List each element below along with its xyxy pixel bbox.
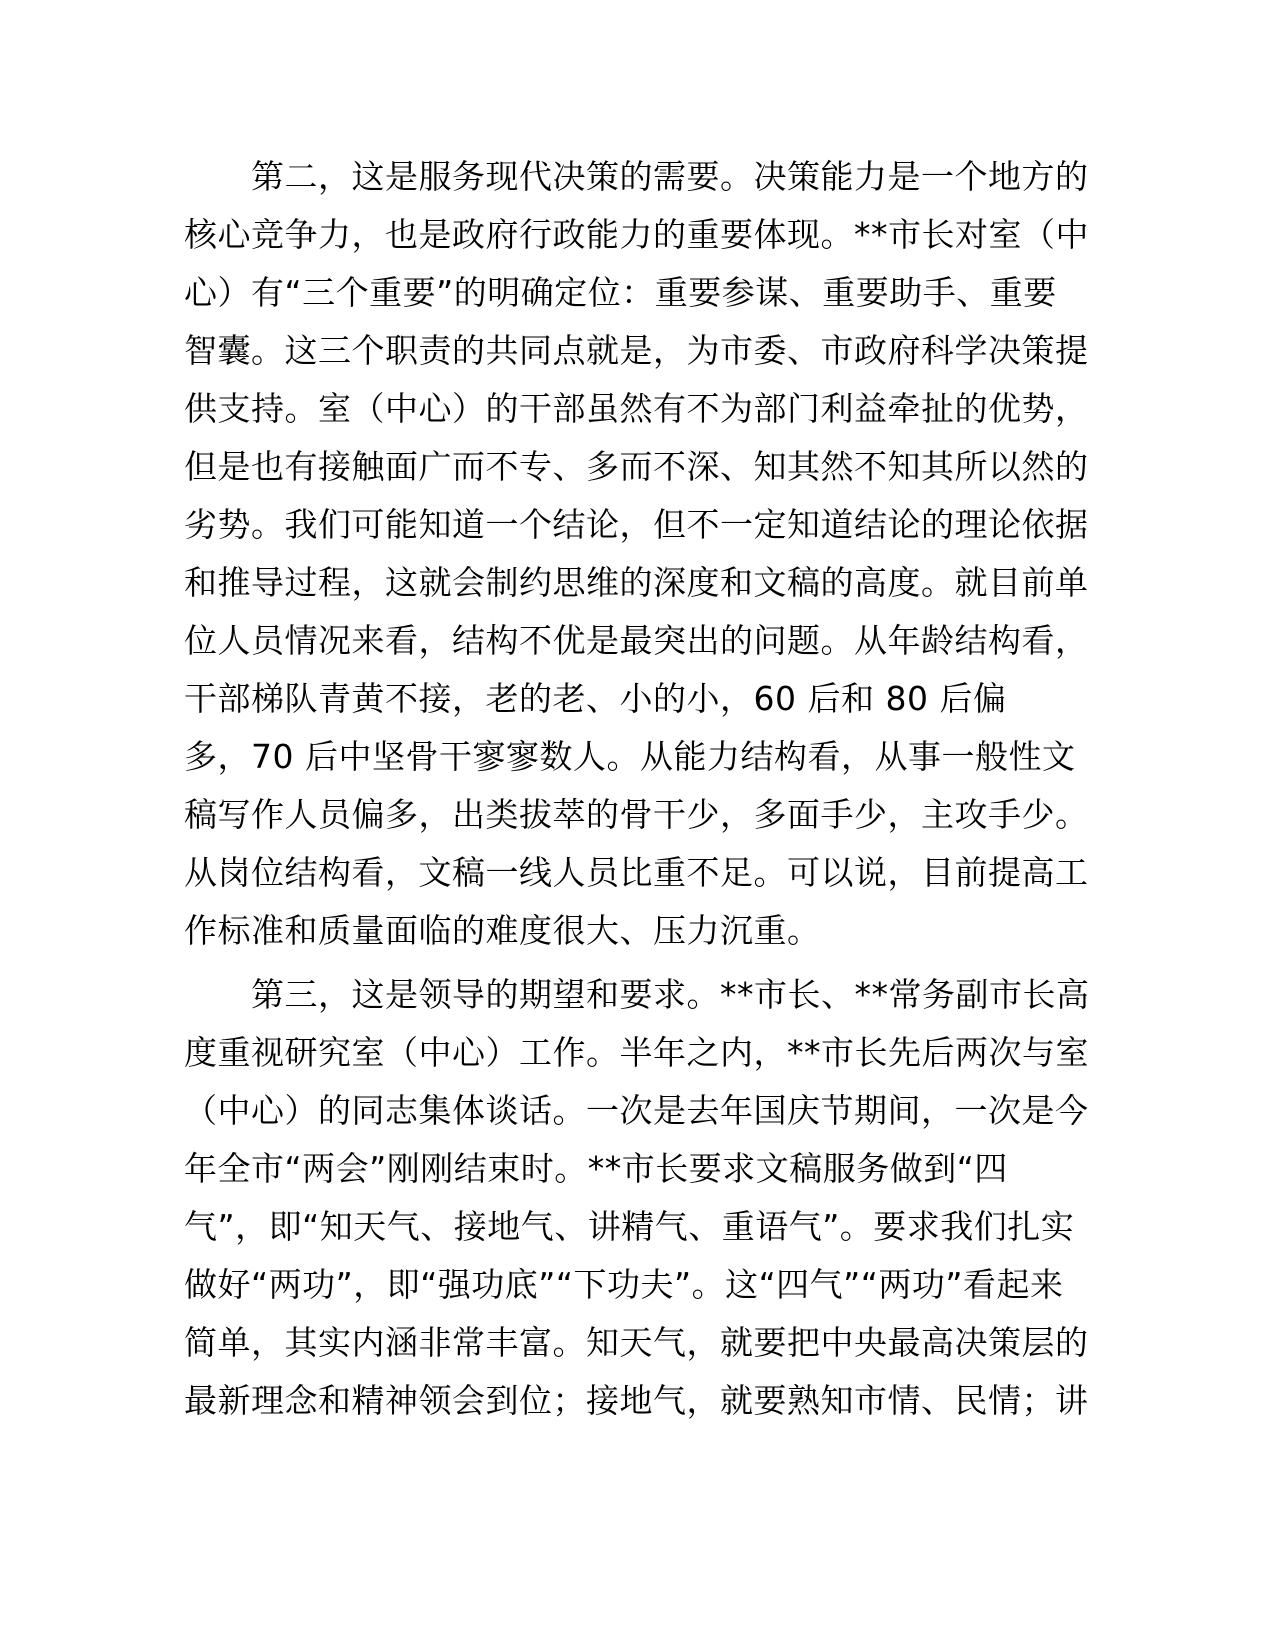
text-line: 气”，即“知天气、接地气、讲精气、重语气”。要求我们扎实 [184, 1207, 1075, 1246]
paragraph-third-point [184, 966, 1090, 1430]
text-line: 年全市“两会”刚刚结束时。**市长要求文稿服务做到“四 [184, 1149, 1008, 1188]
text-line: 位人员情况来看，结构不优是最突出的问题。从年龄结构看， [184, 621, 1089, 660]
text-line: 和推导过程，这就会制约思维的深度和文稿的高度。就目前单 [184, 563, 1089, 602]
paragraph-second-point [184, 148, 1089, 960]
text-line: 度重视研究室（中心）工作。半年之内，**市长先后两次与室 [184, 1033, 1089, 1072]
text-line: （中心）的同志集体谈话。一次是去年国庆节期间，一次是今 [184, 1091, 1089, 1130]
text-line: 心）有“三个重要”的明确定位：重要参谋、重要助手、重要 [184, 273, 1057, 312]
text-line: 智囊。这三个职责的共同点就是，为市委、市政府科学决策提 [184, 331, 1089, 370]
text-line: 但是也有接触面广而不专、多而不深、知其然不知其所以然的 [184, 447, 1089, 486]
text-line: 核心竞争力，也是政府行政能力的重要体现。**市长对室（中 [184, 215, 1089, 254]
text-line: 第二，这是服务现代决策的需要。决策能力是一个地方的 [184, 157, 1089, 196]
text-line: 劣势。我们可能知道一个结论，但不一定知道结论的理论依据 [184, 505, 1089, 544]
text-line: 最新理念和精神领会到位；接地气，就要熟知市情、民情；讲 [184, 1381, 1089, 1420]
text-line: 做好“两功”，即“强功底”“下功夫”。这“四气”“两功”看起来 [184, 1265, 1064, 1304]
text-line: 稿写作人员偏多，出类拔萃的骨干少，多面手少，主攻手少。 [184, 795, 1089, 834]
text-line: 简单，其实内涵非常丰富。知天气，就要把中央最高决策层的 [184, 1323, 1089, 1362]
text-line: 第三，这是领导的期望和要求。**市长、**常务副市长高 [184, 975, 1090, 1014]
text-line: 干部梯队青黄不接，老的老、小的小，60 后和 80 后偏 [184, 679, 1007, 718]
text-line: 供支持。室（中心）的干部虽然有不为部门利益牵扯的优势， [184, 389, 1089, 428]
text-line: 作标准和质量面临的难度很大、压力沉重。 [184, 911, 821, 950]
document-body [184, 148, 1090, 1430]
text-line: 从岗位结构看，文稿一线人员比重不足。可以说，目前提高工 [184, 853, 1089, 892]
text-line: 多，70 后中坚骨干寥寥数人。从能力结构看，从事一般性文 [184, 737, 1076, 776]
